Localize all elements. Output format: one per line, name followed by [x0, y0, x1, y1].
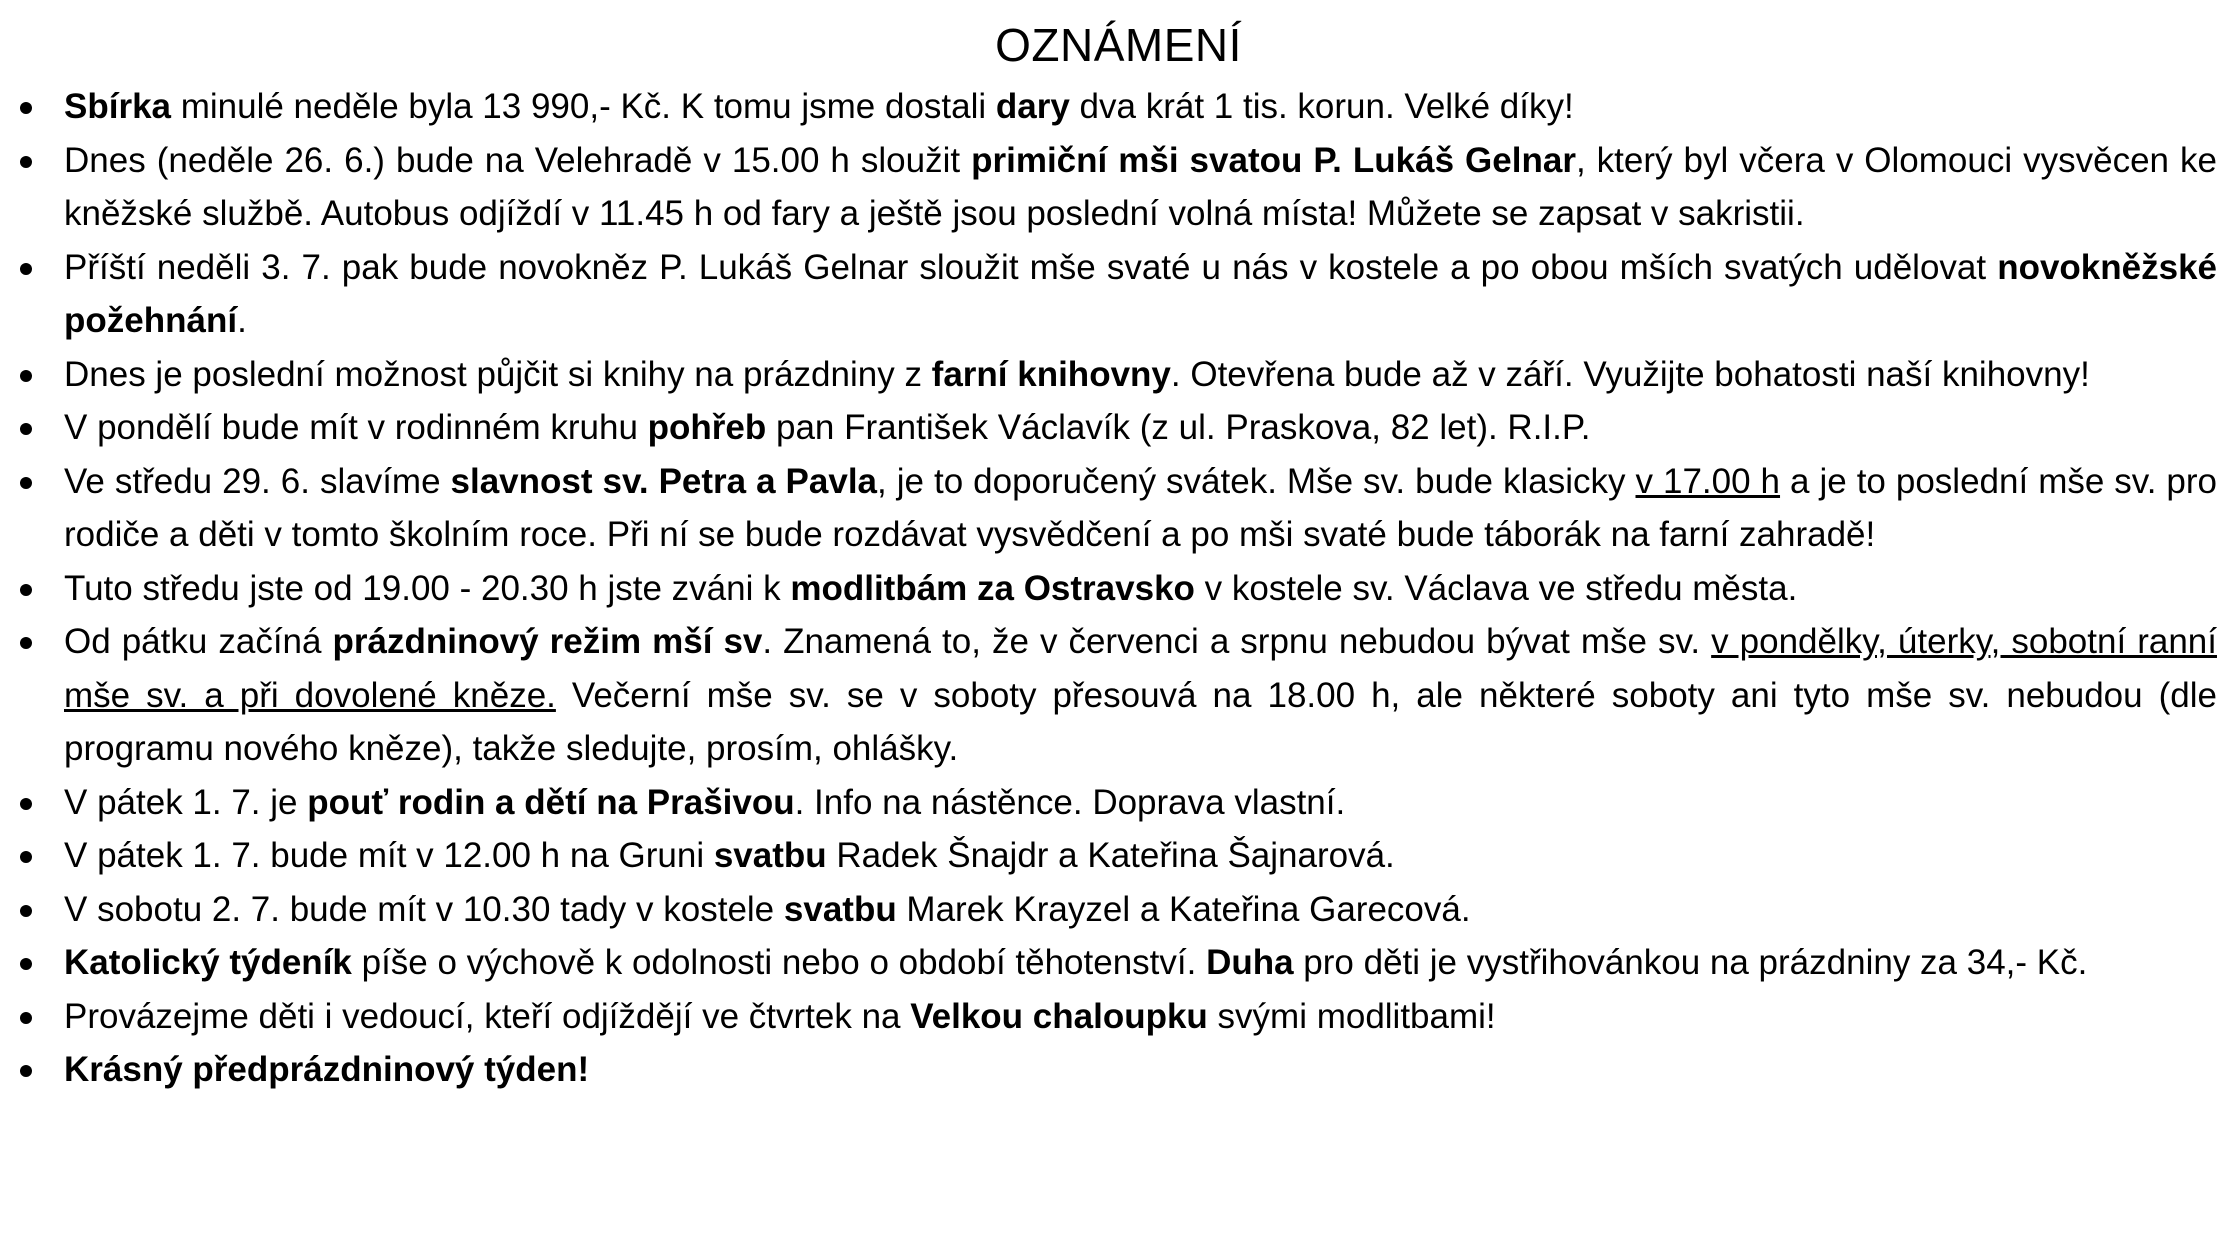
- bold-text: modlitbám za Ostravsko: [790, 568, 1195, 608]
- announcement-text: pro děti je vystřihovánkou na prázdniny za 34,- Kč.: [1293, 943, 2088, 982]
- announcement-text: svými modlitbami!: [1207, 996, 1496, 1036]
- announcement-text: Marek Krayzel a Kateřina Garecová.: [896, 889, 1471, 929]
- announcement-item: [20, 562, 2217, 616]
- announcement-text: dva krát 1 tis. korun. Velké díky!: [1069, 87, 1574, 126]
- announcement-text: a je to poslední mše sv. pro rodiče a děti v tomto školním roce. Při ní se bude rozdávat vysvědčení a po mši svaté bude táborák na farní zahradě!: [64, 461, 2218, 554]
- announcement-text: V sobotu 2. 7. bude mít v 10.30 tady v kostele: [64, 889, 784, 929]
- announcement-item: [20, 80, 2217, 134]
- announcement-text: minulé neděle byla 13 990,- Kč. K tomu jsme dostali: [171, 87, 996, 126]
- announcement-text: V pátek 1. 7. bude mít v 12.00 h na Gruni: [64, 836, 714, 875]
- announcement-item: [20, 241, 2217, 348]
- bullet-icon: [20, 958, 32, 970]
- announcement-text: V pondělí bude mít v rodinném kruhu: [64, 408, 648, 447]
- bullet-icon: [20, 477, 32, 489]
- bullet-icon: [20, 370, 32, 382]
- announcement-text: . Otevřena bude až v září. Využijte bohatosti naší knihovny!: [1170, 354, 2090, 394]
- underlined-text: v pondělky, úterky, sobotní ranní mše sv. a při dovolené kněze.: [64, 622, 2217, 715]
- bullet-icon: [20, 423, 32, 435]
- bold-text: pouť rodin a dětí na Prašivou: [307, 782, 795, 822]
- announcement-text: Dnes je poslední možnost půjčit si knihy na prázdniny z: [64, 354, 932, 394]
- bullet-icon: [20, 851, 32, 863]
- page-title: OZNÁMENÍ: [995, 19, 1242, 71]
- bold-text: Krásný předprázdninový týden!: [64, 1050, 590, 1089]
- announcement-item: [20, 455, 2217, 562]
- announcement-item: [20, 615, 2217, 776]
- bullet-icon: [20, 584, 32, 596]
- announcement-text: Dnes (neděle 26. 6.) bude na Velehradě v 15.00 h sloužit: [64, 140, 972, 180]
- bullet-icon: [20, 905, 32, 917]
- announcement-item: [20, 776, 2217, 830]
- bullet-icon: [20, 798, 32, 810]
- announcement-text: píše o výchově k odolnosti nebo o období těhotenství.: [351, 943, 1207, 982]
- announcement-text: .: [237, 301, 247, 340]
- bullet-icon: [20, 156, 32, 168]
- announcement-text: V pátek 1. 7. je: [64, 782, 308, 822]
- announcement-text: Příští neděli 3. 7. pak bude novokněz P. Lukáš Gelnar sloužit mše svaté u nás v kostele a po obou mších svatých udělovat: [64, 247, 1998, 287]
- announcement-item: [20, 1043, 2217, 1097]
- announcement-text: Tuto středu jste od 19.00 - 20.30 h jste zváni k: [64, 568, 791, 608]
- bold-text: novokněžské požehnání: [64, 247, 2217, 340]
- announcement-item: [20, 401, 2217, 455]
- bold-text: farní knihovny: [931, 354, 1171, 394]
- announcement-text: Večerní mše sv. se v soboty přesouvá na 18.00 h, ale některé soboty ani tyto mše sv. nebudou (dle programu nového kněze), takže sledujte, prosím, ohlášky.: [64, 675, 2217, 768]
- announcement-text: Provázejme děti i vedoucí, kteří odjíždějí ve čtvrtek na: [64, 996, 911, 1036]
- announcement-item: [20, 936, 2217, 990]
- bullet-icon: [20, 637, 32, 649]
- bullet-icon: [20, 263, 32, 275]
- announcement-item: [20, 829, 2217, 883]
- announcement-text: Ve středu 29. 6. slavíme: [64, 461, 451, 501]
- announcement-text: v kostele sv. Václava ve středu města.: [1194, 568, 1798, 608]
- announcement-text: , který byl včera v Olomouci vysvěcen ke kněžské službě. Autobus odjíždí v 11.45 h od fary a ještě jsou poslední volná místa! Můžete se zapsat v sakristii.: [64, 140, 2217, 233]
- announcement-text: , je to doporučený svátek. Mše sv. bude klasicky: [877, 461, 1636, 501]
- bold-text: Katolický týdeník: [64, 943, 352, 982]
- announcement-text: . Info na nástěnce. Doprava vlastní.: [794, 782, 1346, 822]
- bold-text: dary: [995, 87, 1070, 126]
- bold-text: Duha: [1206, 943, 1294, 982]
- bold-text: slavnost sv. Petra a Pavla: [450, 461, 878, 501]
- bold-text: Sbírka: [64, 87, 171, 126]
- announcement-item: [20, 134, 2217, 241]
- bullet-icon: [20, 1065, 32, 1077]
- announcement-item: [20, 348, 2217, 402]
- bullet-icon: [20, 102, 32, 114]
- bullet-icon: [20, 1012, 32, 1024]
- announcement-text: pan František Václavík (z ul. Praskova, 82 let). R.I.P.: [766, 408, 1591, 447]
- announcement-item: [20, 990, 2217, 1044]
- bold-text: Velkou chaloupku: [910, 996, 1208, 1036]
- announcement-text: Od pátku začíná: [64, 622, 333, 661]
- bold-text: primiční mši svatou P. Lukáš Gelnar: [971, 140, 1576, 180]
- announcement-text: Radek Šnajdr a Kateřina Šajnarová.: [826, 836, 1395, 875]
- announcement-list: [20, 80, 2217, 1097]
- underlined-text: v 17.00 h: [1635, 461, 1781, 501]
- bold-text: svatbu: [713, 836, 827, 875]
- announcement-item: [20, 883, 2217, 937]
- bold-text: svatbu: [783, 889, 897, 929]
- announcement-text: . Znamená to, že v červenci a srpnu nebudou bývat mše sv.: [762, 622, 1712, 661]
- bold-text: prázdninový režim mší sv: [332, 622, 763, 661]
- bold-text: pohřeb: [647, 408, 767, 447]
